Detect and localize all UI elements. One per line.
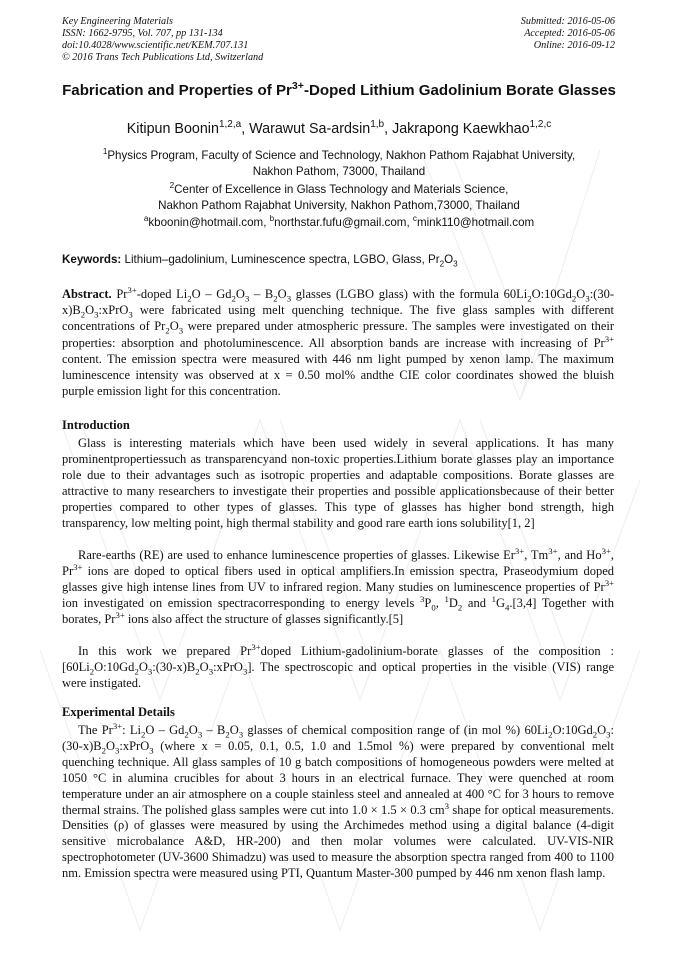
submission-dates: [521, 16, 615, 52]
intro-paragraph-1: Glass is interesting materials which have been used widely in several applications. It has many prominentpropertiessuch as transparencyand non-toxic properties.Lithium borate glasses play an importance role due to their advantages such as isotropic properties and adaptable compositions. Borate glasses are attractive to many researchers to investigate their properties and possible applicationsbecause of their better properties compared to other types of glasses. This type of glasses has higher bond strength, high transparency, low melting point, high thermal stability and good rare earth ions solubility[1, 2]: [62, 436, 614, 530]
journal-info: [62, 16, 263, 64]
email-link[interactable]: mink110@hotmail.com: [416, 216, 535, 229]
author-list: Kitipun Boonin$^{1,2,a}$, Warawut Sa-ardsin$^{1,b}$, Jakrapong Kaewkhao$^{1,2,c}$: [126, 119, 552, 137]
intro-paragraph-3: In this work we prepared $Pr^{3+}doped$ Lithium-gadolinium-borate glasses of the composition $:[60Li_2O:10Gd_2O_3:(30-x)B_2O_3:xPrO_3]$. The spectroscopic and optical properties in the visible (VIS) range were instigated.: [62, 641, 614, 690]
abstract-label: Abstract.: [62, 287, 112, 301]
journal-name: Key Engineering Materials: [62, 16, 173, 27]
keywords: Keywords: Lithium–gadolinium, Luminescence spectra, LGBO, Glass, $Pr_2O_3$: [62, 253, 458, 269]
journal-issn: ISSN: 1662-9795, Vol. 707, pp 131-134: [62, 28, 223, 39]
author-name: Kitipun Boonin: [126, 121, 219, 137]
journal-doi: doi:10.4028/www.scientific.net/KEM.707.131: [62, 40, 249, 51]
intro-paragraph-2: Rare-earths (RE) are used to enhance luminescence properties of glasses. Likewise $Er^{3+}$, $Tm^{3+}$, and $Ho^{3+}$, $Pr^{3+}$ ions are doped to optical fibers used in optical amplifiers.In emission spectra, Praseodymium doped glasses give high intense lines from UV to infrared region. Many studies on luminescence properties of $Pr^{3+}$ ion investigated on emission spectracorresponding to energy levels $^3P_0$, $^1D_2$ and $^1G_4.[3,4]$ Together with borates, $Pr^{3+}$ ions also affect the structure of glasses significantly.[5]: [62, 545, 615, 626]
date-accepted: Accepted: 2016-05-06: [524, 28, 615, 39]
journal-copyright: © 2016 Trans Tech Publications Ltd, Switzerland: [62, 52, 264, 63]
date-online: Online: 2016-09-12: [533, 40, 615, 51]
section-heading-introduction: Introduction: [62, 418, 130, 432]
experimental-paragraph: The $Pr^{3+}$: $Li_2O - Gd_2O_3 - B_2O_3$ glasses of chemical composition range of (in mol %) $60Li_2O:10Gd_2O_3:(30-x)B_2O_3:xPrO_3$ (where x = 0.05, 0.1, 0.5, 1.0 and 1.5mol %) were prepared by conventional melt quenching technique. All glass samples of 10 g batch compositions of homogeneous powders were melted at 1050 °C in alumina crucibles for about 3 hours in an electrical furnace. They were quenched at room temperature under an air atmosphere on a couple stainless steel and annealed at 400 °C for 3 hours to remove thermal strains. The polished glass samples were cut into 1.0 × 1.5 × 0.3 $cm^3$ shape for optical measurements. Densities (ρ) of glasses were measured by using the Archimedes method using a digital balance (4-digit sensitive microbalance A&D, HR-200) and then molar volumes were calculated. UV-VIS-NIR spectrophotometer (UV-3600 Shimadzu) was used to measure the absorption spectra ranged from 400 to 1100 nm. Emission spectra were measured using PTI, Quantum Master-300 pumped by 446 nm xenon flash lamp.: [62, 720, 614, 881]
abstract: [62, 286, 614, 399]
keywords-label: Keywords:: [62, 253, 122, 266]
author-emails: $^a$kboonin@hotmail.com, $^b$northstar.fufu@gmail.com, $^c$mink110@hotmail.com: [143, 214, 535, 229]
email-link[interactable]: kboonin@hotmail.com,: [148, 216, 270, 229]
abstract-text: $Pr^{3+}$-doped $Li_2O - Gd_2O_3 - B_2O_3$ glasses (LGBO glass) with the formula $60Li_2O:10Gd_2O_3:(30-x)B_2O_3:xPrO_3$ were fabricated using melt quenching technique. The five glass samples with different concentrations of $Pr_2O_3$ were prepared under atmospheric pressure. The samples were investigated on their properties: absorption and photoluminescence. All absorption bands are increase with increasing of $Pr^{3+}$ content. The emission spectra were measured with 446 nm light pumped by xenon lamp. The maximum luminescence intensity was observed at x = 0.50 mol% andthe CIE color coordinates showed the bluish purple emission light for this concentration.: [62, 284, 614, 399]
affiliation-2: $^2$Center of Excellence in Glass Technology and Materials Science, Nakhon Pathom Rajabhat University, Nakhon Pathom,73000, Thailand: [158, 181, 520, 212]
section-heading-experimental: Experimental Details: [62, 705, 175, 719]
email-link[interactable]: northstar.fufu@gmail.com,: [274, 216, 413, 229]
author-name: Warawut Sa-ardsin: [249, 121, 371, 137]
affiliation-1: $^1$Physics Program, Faculty of Science and Technology, Nakhon Pathom Rajabhat University, Nakhon Pathom, 73000, Thailand: [102, 147, 576, 178]
author-name: Jakrapong Kaewkhao: [392, 121, 530, 137]
date-submitted: Submitted: 2016-05-06: [520, 16, 615, 27]
paper-title: Fabrication and Properties of $Pr^{3+}$-Doped Lithium Gadolinium Borate Glasses: [62, 79, 616, 99]
